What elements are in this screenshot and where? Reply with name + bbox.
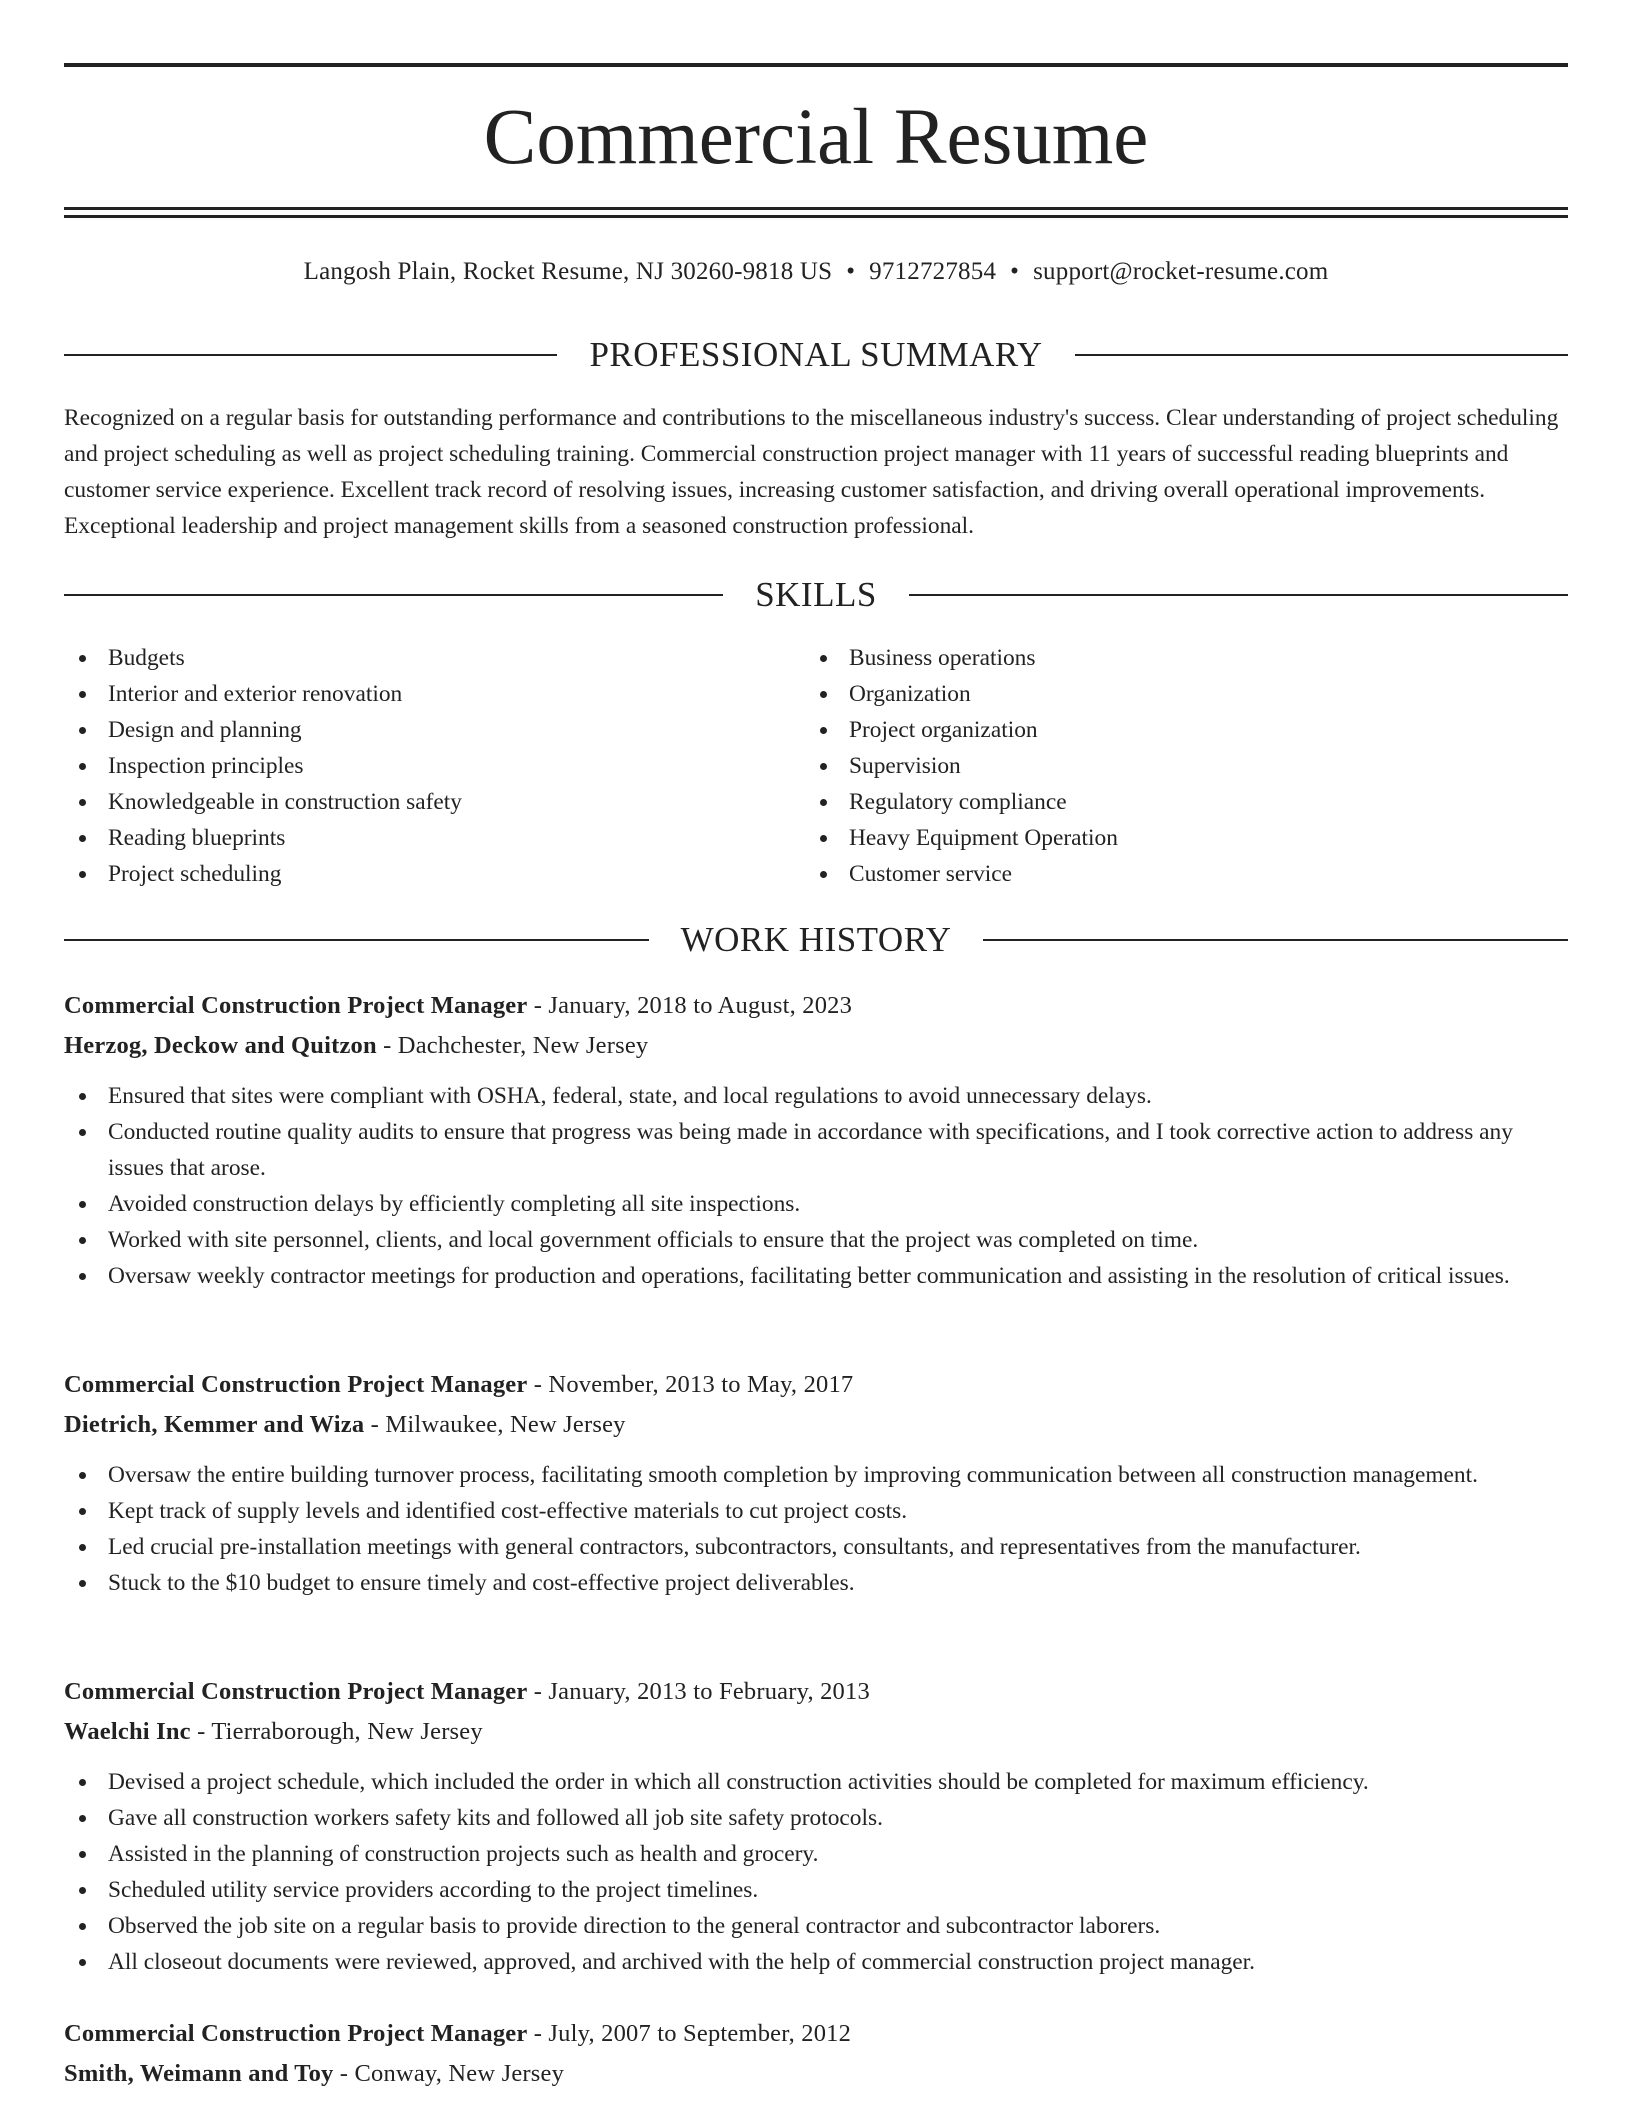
job-location: - Tierraborough, New Jersey xyxy=(190,1718,483,1745)
job-company-line xyxy=(64,1028,1568,1064)
section-rule xyxy=(64,594,723,596)
contact-separator: • xyxy=(846,258,856,285)
summary-section-header xyxy=(64,335,1568,375)
job-title-line xyxy=(64,1674,1568,1710)
skill-item: Budgets xyxy=(64,640,804,676)
skill-item: Project scheduling xyxy=(64,856,804,892)
job-bullet: Oversaw weekly contractor meetings for production and operations, facilitating better communication and assisting in the resolution of critical issues. xyxy=(64,1258,1568,1294)
job-bullets xyxy=(64,1457,1568,1601)
skills-list-left xyxy=(64,640,804,892)
job-bullet: Conducted routine quality audits to ensure that progress was being made in accordance with specifications, and I took corrective action to address any issues that arose. xyxy=(64,1114,1568,1186)
skill-item: Knowledgeable in construction safety xyxy=(64,784,804,820)
job-company: Herzog, Deckow and Quitzon xyxy=(64,1032,377,1059)
job-title: Commercial Construction Project Manager xyxy=(64,1678,528,1705)
job-bullet: Avoided construction delays by efficiently completing all site inspections. xyxy=(64,1186,1568,1222)
job-bullet: Kept track of supply levels and identified cost-effective materials to cut project costs. xyxy=(64,1493,1568,1529)
contact-phone: 9712727854 xyxy=(869,258,997,285)
job-title-line xyxy=(64,988,1568,1024)
job-bullet: Oversaw the entire building turnover process, facilitating smooth completion by improving communication between all construction management. xyxy=(64,1457,1568,1493)
summary-section-title: PROFESSIONAL SUMMARY xyxy=(589,335,1043,374)
skills-list-right xyxy=(805,640,1545,892)
job-location: - Dachchester, New Jersey xyxy=(376,1032,649,1059)
job-dates: - July, 2007 to September, 2012 xyxy=(527,2020,852,2047)
job-title: Commercial Construction Project Manager xyxy=(64,1371,528,1398)
job-title-line xyxy=(64,1367,1568,1403)
top-rule xyxy=(64,63,1568,67)
job-company: Smith, Weimann and Toy xyxy=(64,2060,334,2087)
job-title: Commercial Construction Project Manager xyxy=(64,992,528,1019)
section-rule xyxy=(64,939,649,941)
name-double-rule-lower xyxy=(64,215,1568,218)
name-double-rule-upper xyxy=(64,207,1568,210)
job-company: Waelchi Inc xyxy=(64,1718,191,1745)
job-entry xyxy=(64,1674,1568,1980)
job-dates: - January, 2013 to February, 2013 xyxy=(527,1678,870,1705)
job-bullet: Assisted in the planning of construction projects such as health and grocery. xyxy=(64,1836,1568,1872)
job-bullet: Gave all construction workers safety kits and followed all job site safety protocols. xyxy=(64,1800,1568,1836)
skills-section-title: SKILLS xyxy=(755,575,877,614)
job-bullet: Observed the job site on a regular basis to provide direction to the general contractor and subcontractor laborers. xyxy=(64,1908,1568,1944)
job-bullet: Devised a project schedule, which included the order in which all construction activities should be completed for maximum efficiency. xyxy=(64,1764,1568,1800)
skill-item: Inspection principles xyxy=(64,748,804,784)
section-rule xyxy=(1075,354,1568,356)
job-company-line xyxy=(64,2056,1568,2092)
work-section-header xyxy=(64,920,1568,960)
skill-item: Regulatory compliance xyxy=(805,784,1545,820)
section-rule xyxy=(64,354,557,356)
job-company: Dietrich, Kemmer and Wiza xyxy=(64,1411,365,1438)
job-location: - Milwaukee, New Jersey xyxy=(364,1411,626,1438)
skill-item: Interior and exterior renovation xyxy=(64,676,804,712)
section-rule xyxy=(909,594,1568,596)
job-bullet: All closeout documents were reviewed, approved, and archived with the help of commercial construction project manager. xyxy=(64,1944,1568,1980)
job-company-line xyxy=(64,1714,1568,1750)
contact-line xyxy=(64,255,1568,289)
skills-section-header xyxy=(64,575,1568,615)
section-rule xyxy=(983,939,1568,941)
contact-address: Langosh Plain, Rocket Resume, NJ 30260-9818 US xyxy=(303,258,833,285)
job-bullet: Ensured that sites were compliant with OSHA, federal, state, and local regulations to avoid unnecessary delays. xyxy=(64,1078,1568,1114)
skill-item: Business operations xyxy=(805,640,1545,676)
contact-separator: • xyxy=(1010,258,1020,285)
job-company-line xyxy=(64,1407,1568,1443)
skill-item: Supervision xyxy=(805,748,1545,784)
summary-text: Recognized on a regular basis for outstanding performance and contributions to the miscellaneous industry's success. Clear understanding of project scheduling and project scheduling as well as project scheduling training. Commercial construction project manager with 11 years of successful reading blueprints and customer service experience. Excellent track record of resolving issues, increasing customer satisfaction, and driving overall operational improvements. Exceptional leadership and project management skills from a seasoned construction professional. xyxy=(64,405,1559,539)
skill-item: Organization xyxy=(805,676,1545,712)
job-dates: - January, 2018 to August, 2023 xyxy=(527,992,853,1019)
job-bullets xyxy=(64,1078,1568,1294)
job-entry xyxy=(64,988,1568,1294)
work-section-title: WORK HISTORY xyxy=(680,920,952,959)
contact-email: support@rocket-resume.com xyxy=(1033,258,1329,285)
job-bullets xyxy=(64,1764,1568,1980)
job-location: - Conway, New Jersey xyxy=(333,2060,565,2087)
skill-item: Heavy Equipment Operation xyxy=(805,820,1545,856)
skill-item: Project organization xyxy=(805,712,1545,748)
skill-item: Customer service xyxy=(805,856,1545,892)
job-title-line xyxy=(64,2016,1568,2052)
skill-item: Design and planning xyxy=(64,712,804,748)
job-title: Commercial Construction Project Manager xyxy=(64,2020,528,2047)
resume-name: Commercial Resume xyxy=(483,94,1149,181)
job-bullet: Scheduled utility service providers according to the project timelines. xyxy=(64,1872,1568,1908)
job-bullet: Led crucial pre-installation meetings with general contractors, subcontractors, consultants, and representatives from the manufacturer. xyxy=(64,1529,1568,1565)
skill-item: Reading blueprints xyxy=(64,820,804,856)
job-dates: - November, 2013 to May, 2017 xyxy=(527,1371,854,1398)
job-entry xyxy=(64,1367,1568,1601)
job-entry xyxy=(64,2016,1568,2092)
job-bullet: Stuck to the $10 budget to ensure timely and cost-effective project deliverables. xyxy=(64,1565,1568,1601)
job-bullet: Worked with site personnel, clients, and local government officials to ensure that the project was completed on time. xyxy=(64,1222,1568,1258)
